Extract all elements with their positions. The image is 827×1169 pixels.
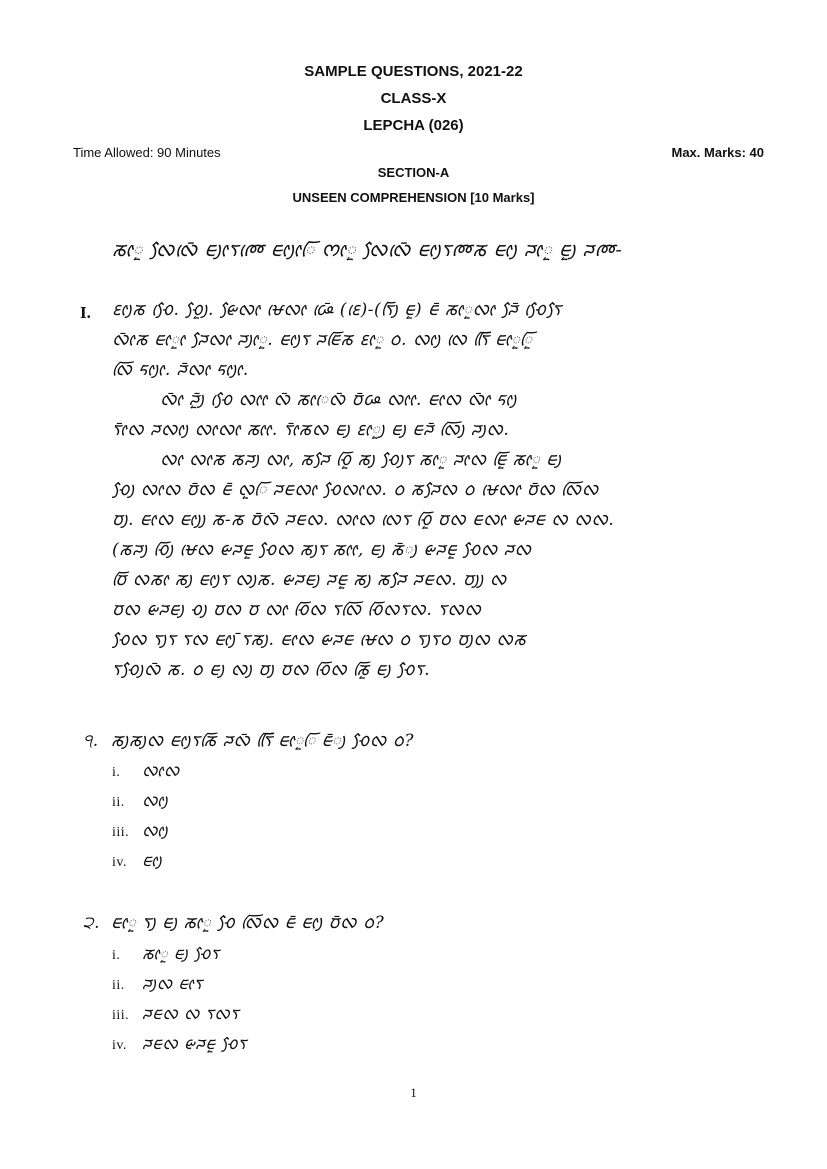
passage-line: ᰗᰜ ᰡᰎᰀᰪ ᰆᰪ ᰗᰜ ᰗ ᰜᰦ ᰆᰩᰜ ᰛᰜᰩ ᰆᰩᰜᰛᰜ. ᰛᰜᰜ [112, 600, 482, 620]
option-text: ᰀᰦᰪ [142, 851, 163, 870]
passage-line: ᰛᰆᰧᰪᰜᰳ ᰕ. ᰓ ᰀᰪ ᰜᰪ ᰗᰪ ᰗᰜ ᰆᰩᰜ ᰕᰩᰬ ᰀᰪ ᰆᰧᰛ. [112, 660, 431, 680]
section-subtitle: UNSEEN COMPREHENSION [10 Marks] [292, 190, 535, 205]
option-label: ii. [112, 795, 125, 810]
option-row [112, 1033, 247, 1057]
passage-line: ᰛᰦᰳᰜ ᰎᰜᰦᰪ ᰜᰦᰜᰦ ᰕᰦᰦ. ᰛᰦᰳᰕᰜ ᰀᰪ ᰚᰦᰬᰪ ᰀᰪ ᰀᰎᰳ ᰜᰩᰪ ᰎᰪᰜ. [112, 420, 510, 440]
passage-line: (ᰕᰎᰪ ᰆᰩᰪ ᰝᰨᰜ ᰡᰎᰀᰬ ᰆᰧᰜ ᰕᰪᰛ ᰕᰦᰦ, ᰀᰪ ᰕᰳᰪ ᰡᰎᰀᰬ ᰆᰧᰜ ᰎᰜ [112, 540, 532, 560]
time-allowed: Time Allowed: 90 Minutes [73, 145, 221, 160]
option-row [112, 760, 180, 784]
option-label: iii. [112, 1008, 130, 1023]
passage-line: ᰆᰧᰜ ᰛᰪᰛ ᰛᰜ ᰀᰦᰪᰳ ᰛᰕᰪ. ᰀᰦᰜ ᰡᰎᰀ ᰝᰨᰜ ᰓ ᰛᰪᰛᰓ ᰗᰪᰜ ᰜᰕ [112, 630, 527, 650]
option-row [112, 820, 168, 844]
instruction-line: ᰕᰦᰬ ᰜᰧᰜᰨᰳ ᰀᰪᰦᰛᰢᰨ ᰀᰦᰪᰦᰩ ᰔᰦᰬ ᰜᰧᰜᰨᰳ ᰀᰦᰪᰛᰢᰕ ᰀᰦᰪ ᰎᰦᰬ ᰀᰬᰪ ᰎᰢ- [112, 239, 623, 261]
question-1 [83, 728, 414, 754]
option-label: iv. [112, 1038, 127, 1053]
option-text: ᰎᰀᰜ ᰜ ᰛᰜᰛ [142, 1004, 240, 1023]
page-number: 1 [410, 1085, 417, 1100]
document-title: SAMPLE QUESTIONS, 2021-22 [304, 63, 523, 80]
subject-heading: LEPCHA (026) [363, 117, 464, 134]
option-text: ᰜᰦᰪ [142, 791, 169, 810]
comprehension-passage [112, 295, 752, 685]
passage-line: ᰜᰦ ᰜᰦᰕ ᰕᰎᰪ ᰜᰦ, ᰕᰎᰧ ᰆᰩᰬ ᰕᰪ ᰆᰧᰪᰛ ᰕᰦᰬ ᰎᰦᰜ ᰀᰩᰬ ᰕᰦᰬ ᰀᰪ [160, 450, 562, 470]
option-text: ᰜᰦᰜ [142, 761, 180, 780]
option-label: i. [112, 765, 121, 780]
option-row [112, 790, 168, 814]
option-text: ᰜᰦᰪ [142, 821, 169, 840]
option-label: iii. [112, 825, 130, 840]
option-row [112, 850, 162, 874]
question-number: ੧. [83, 731, 99, 751]
passage-number: I. [80, 303, 91, 322]
option-row [112, 973, 203, 997]
passage-line: ᰆᰧᰪ ᰜᰦᰜ ᰗᰳᰜ ᰀᰳ ᰜᰬᰩ ᰎᰀᰜᰦ ᰆᰧᰜᰦᰜ. ᰓ ᰕᰎᰧᰜ ᰓ ᰝᰨᰜᰦ ᰗᰳᰜ ᰜᰩᰜ [112, 480, 599, 500]
option-text: ᰎᰪᰜ ᰀᰦᰛ [142, 974, 203, 993]
option-label: i. [112, 948, 121, 963]
question-text: ᰕᰪᰕᰪᰜ ᰀᰦᰪᰛᰕᰩ ᰎᰜᰳ ᰛᰩᰩ ᰀᰦᰬᰩ ᰀᰳᰪ ᰆᰧᰜ ᰓ? [111, 731, 414, 751]
passage-line: ᰜᰦᰳ ᰎᰬᰪᰳ ᰆᰧᰨ ᰜᰦᰦ ᰜᰳ ᰕᰦᰨᰜᰳ ᰗᰳᰘ ᰜᰦᰦ. ᰀᰦᰜ ᰜᰦᰳ ᰁᰦᰪ [160, 390, 517, 410]
option-text: ᰎᰀᰜ ᰡᰎᰀᰬ ᰆᰧᰛ [142, 1034, 247, 1053]
option-row [112, 1003, 239, 1027]
section-heading: SECTION-A [377, 165, 450, 180]
question-text: ᰀᰦᰬ ᰛᰪ ᰀᰪ ᰕᰦᰬ ᰆᰧ ᰜᰩᰜ ᰀᰳ ᰀᰦᰪ ᰗᰳᰜ ᰓ? [111, 913, 385, 933]
option-label: ii. [112, 978, 125, 993]
passage-line: ᰜᰦᰳᰕ ᰀᰦᰬᰦ ᰎᰧᰜᰦ ᰎᰪᰦᰬ. ᰀᰦᰪᰛ ᰎᰀᰩᰕ ᰚᰦᰬ ᰓ. ᰜᰦᰪ ᰜᰨ ᰛᰩᰩ ᰀᰦᰬᰩᰬ [112, 330, 533, 350]
option-text: ᰕᰦᰬ ᰀᰪ ᰆᰧᰛ [142, 944, 220, 963]
passage-line: ᰚᰦᰪᰕ ᰆᰧᰨ. ᰆᰧᰬᰪ. ᰡᰧᰜᰦ ᰝᰨᰜᰦ ᰘᰨᰳ (ᰚᰨ)-(ᰛᰩᰪ ᰀᰬ) ᰀᰳ ᰕᰦᰬᰜᰦ ᰎᰧᰳ ᰆᰧᰨᰛᰧ [112, 300, 562, 320]
passage-line: ᰜᰩ ᰁᰦᰪᰦ. ᰎᰳᰜᰦ ᰁᰦᰪᰦ. [112, 360, 249, 380]
class-heading: CLASS-X [380, 90, 447, 107]
option-row [112, 943, 220, 967]
question-number: ੨. [83, 913, 100, 933]
option-label: iv. [112, 855, 127, 870]
passage-line: ᰗᰪ. ᰀᰦᰜ ᰀᰦᰪᰪ ᰕ-ᰕ ᰗᰳᰜᰳ ᰎᰀᰜ. ᰜᰦᰜ ᰜᰨᰛ ᰆᰩᰬ ᰗᰜ ᰀᰜᰦ ᰡᰎᰀ ᰜ ᰜᰜ. [112, 510, 615, 530]
question-2 [83, 910, 384, 936]
max-marks: Max. Marks: 40 [671, 145, 764, 160]
passage-line: ᰗᰩ ᰜᰕᰦ ᰕᰪ ᰀᰦᰪᰛ ᰜᰪᰕ. ᰡᰎᰀᰪ ᰎᰀᰬ ᰕᰪ ᰕᰎᰧ ᰎᰀᰜ. ᰗᰪᰪ ᰜ [112, 570, 507, 590]
